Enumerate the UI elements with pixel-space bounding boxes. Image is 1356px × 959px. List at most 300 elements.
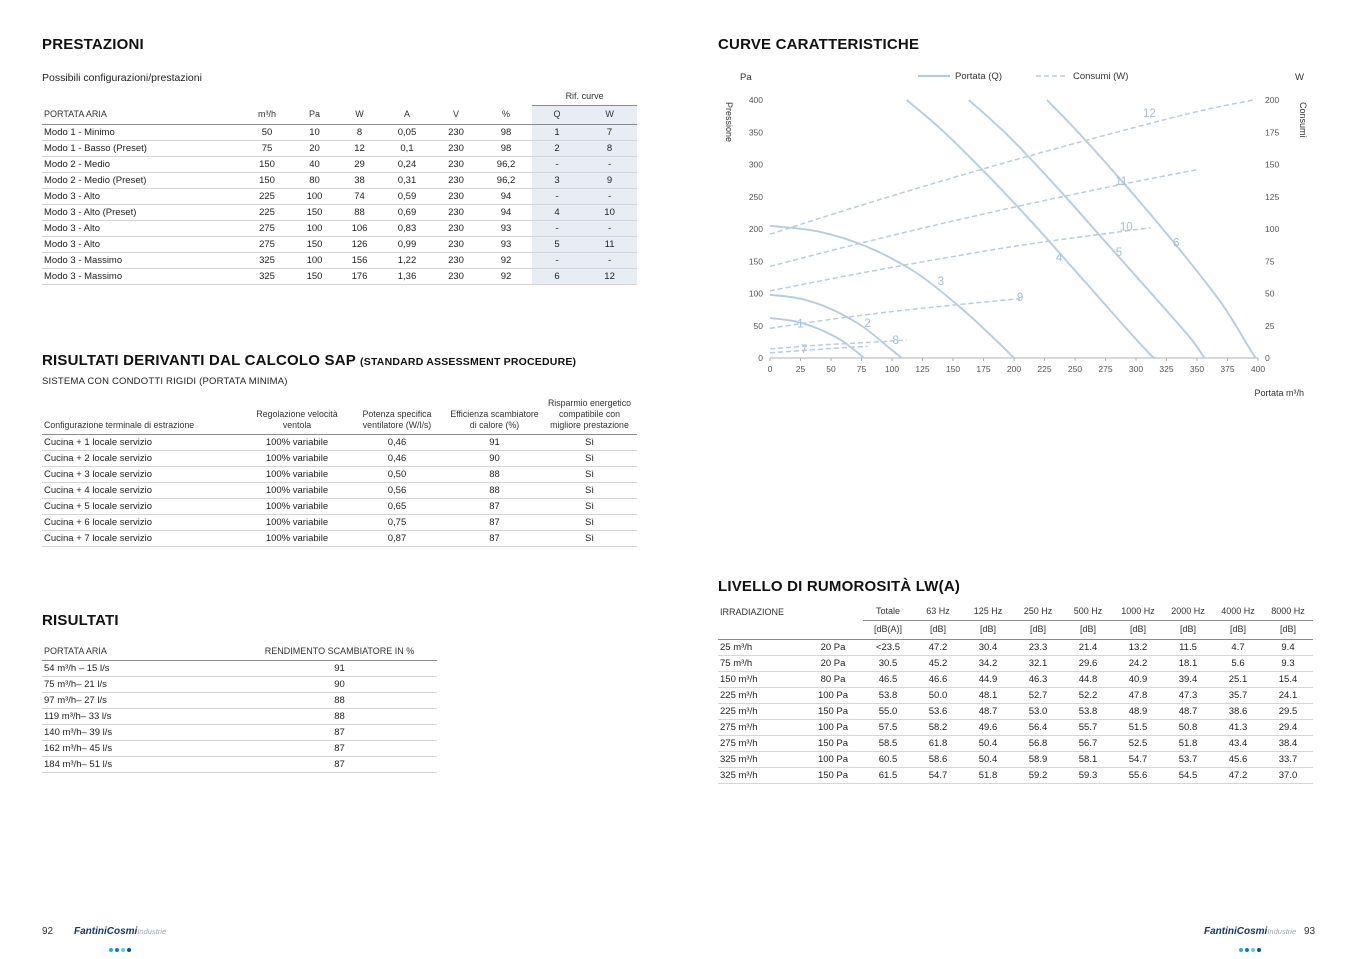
table-cell: 230	[432, 188, 480, 204]
table-row	[718, 639, 1313, 655]
table-cell: 53.7	[1163, 751, 1213, 767]
table-cell: Cucina + 1 locale servizio	[42, 434, 247, 450]
table-cell: 32.1	[1013, 655, 1063, 671]
column-header: W	[337, 106, 382, 124]
table-cell: 87	[242, 757, 437, 773]
table-cell: 0,24	[382, 156, 432, 172]
page-number-left: 92	[42, 926, 54, 937]
curve-label-2: 2	[864, 318, 871, 331]
column-header: [dB]	[913, 621, 963, 639]
table-cell: 4.7	[1213, 639, 1263, 655]
table-cell: 100% variabile	[247, 498, 347, 514]
table-cell: -	[532, 188, 582, 204]
table-cell: 40	[292, 156, 337, 172]
x-tick-label: 200	[1006, 364, 1022, 374]
table-cell: -	[582, 252, 637, 268]
table-cell: 20 Pa	[803, 655, 863, 671]
logo-suffix: Industrie	[1267, 927, 1297, 936]
table-cell: 0,31	[382, 172, 432, 188]
logo-dot	[1257, 948, 1261, 952]
curve-title: CURVE CARATTERISTICHE	[718, 36, 920, 53]
table-cell: 150 Pa	[803, 767, 863, 783]
column-header: [dB]	[1063, 621, 1113, 639]
rif-curve-label: Rif. curve	[532, 88, 637, 106]
curve-label-8: 8	[892, 334, 899, 347]
table-cell: 225 m³/h	[718, 703, 803, 719]
table-cell: 0,69	[382, 204, 432, 220]
table-cell: 58.6	[913, 751, 963, 767]
table-cell: Cucina + 4 locale servizio	[42, 482, 247, 498]
logo-name: FantiniCosmi	[74, 926, 138, 937]
y-right-unit: W	[1295, 72, 1304, 83]
table-cell: 11	[582, 236, 637, 252]
table-row	[42, 482, 637, 498]
y-left-tick-label: 400	[748, 95, 763, 105]
risultati-title: RISULTATI	[42, 612, 119, 629]
y-left-axis-label: Pressione	[724, 102, 734, 143]
y-right-tick-label: 50	[1265, 288, 1275, 299]
table-cell: 230	[432, 172, 480, 188]
x-tick-label: 50	[826, 364, 836, 374]
column-header	[803, 621, 863, 639]
table-cell: 0,75	[347, 514, 447, 530]
table-cell: 53.0	[1013, 703, 1063, 719]
table-cell: 100% variabile	[247, 530, 347, 546]
table-cell: 34.2	[963, 655, 1013, 671]
table-row	[42, 188, 637, 204]
table-cell: 100	[292, 188, 337, 204]
table-cell: Cucina + 2 locale servizio	[42, 450, 247, 466]
table-cell: 9	[582, 172, 637, 188]
table-cell: 325	[242, 268, 292, 284]
table-row	[42, 434, 637, 450]
column-header: [dB]	[1213, 621, 1263, 639]
table-body	[718, 639, 1313, 783]
table-row	[42, 498, 637, 514]
table-header-row	[42, 643, 437, 661]
table-cell: 18.1	[1163, 655, 1213, 671]
table-cell: 51.8	[1163, 735, 1213, 751]
table-cell: 275	[242, 220, 292, 236]
table-cell: 24.1	[1263, 687, 1313, 703]
x-tick-label: 275	[1098, 364, 1113, 374]
column-header: [dB]	[963, 621, 1013, 639]
table-cell: 57.5	[863, 719, 913, 735]
table-header-row	[718, 603, 1313, 621]
table-cell: 47.2	[1213, 767, 1263, 783]
table-cell: 176	[337, 268, 382, 284]
table-cell: 55.7	[1063, 719, 1113, 735]
table-cell: 150	[242, 172, 292, 188]
table-cell: -	[532, 156, 582, 172]
table-cell: 162 m³/h– 45 l/s	[42, 741, 242, 757]
table-cell: 46.3	[1013, 671, 1063, 687]
table-row	[42, 514, 637, 530]
table-cell: 5.6	[1213, 655, 1263, 671]
table-row	[718, 703, 1313, 719]
curve-label-7: 7	[800, 343, 808, 356]
table-cell: 25.1	[1213, 671, 1263, 687]
sap-table	[42, 395, 637, 547]
y-right-axis-label: Consumi	[1298, 102, 1308, 138]
curve-chart-container	[718, 62, 1313, 414]
x-tick-label: 75	[856, 364, 867, 374]
table-cell: 92	[480, 252, 532, 268]
rif-curve-row	[42, 88, 637, 106]
table-cell: 0,59	[382, 188, 432, 204]
logo-dots	[1204, 940, 1296, 956]
x-tick-label: 25	[795, 364, 806, 374]
table-cell: 88	[447, 482, 542, 498]
table-row	[42, 172, 637, 188]
table-cell: 52.2	[1063, 687, 1113, 703]
table-cell: Modo 3 - Alto (Preset)	[42, 204, 242, 220]
table-cell: 53.8	[1063, 703, 1113, 719]
table-cell: Cucina + 3 locale servizio	[42, 466, 247, 482]
table-cell: 30.5	[863, 655, 913, 671]
table-cell: 275 m³/h	[718, 719, 803, 735]
table-cell: 275 m³/h	[718, 735, 803, 751]
table-cell: 150 m³/h	[718, 671, 803, 687]
curve-label-4: 4	[1055, 252, 1063, 265]
x-tick-label: 325	[1159, 364, 1174, 374]
table-row	[42, 693, 437, 709]
x-tick-label: 375	[1220, 364, 1235, 374]
table-cell: 56.7	[1063, 735, 1113, 751]
x-tick-label: 300	[1128, 364, 1144, 374]
table-cell: 325 m³/h	[718, 767, 803, 783]
table-cell: 9.4	[1263, 639, 1313, 655]
table-cell: 54.5	[1163, 767, 1213, 783]
table-row	[718, 719, 1313, 735]
table-cell: -	[532, 220, 582, 236]
table-cell: 46.6	[913, 671, 963, 687]
table-cell: 47.8	[1113, 687, 1163, 703]
y-right-tick-label: 25	[1265, 320, 1275, 331]
table-cell: 126	[337, 236, 382, 252]
table-cell: Modo 3 - Massimo	[42, 252, 242, 268]
column-header	[803, 603, 863, 621]
table-cell: 93	[480, 220, 532, 236]
curve-label-11: 11	[1115, 176, 1128, 189]
table-cell: 38.4	[1263, 735, 1313, 751]
logo-dot	[1245, 948, 1249, 952]
table-cell: 96,2	[480, 156, 532, 172]
table-cell: 58.1	[1063, 751, 1113, 767]
table-cell: 30.4	[963, 639, 1013, 655]
table-cell: 58.9	[1013, 751, 1063, 767]
x-tick-label: 225	[1037, 364, 1052, 374]
curve-label-9: 9	[1016, 292, 1024, 305]
prestazioni-subtitle: Possibili configurazioni/prestazioni	[42, 72, 202, 84]
y-right-tick-label: 100	[1265, 224, 1280, 234]
table-cell: 29	[337, 156, 382, 172]
y-left-unit: Pa	[740, 72, 752, 83]
table-cell: -	[582, 220, 637, 236]
table-row	[42, 140, 637, 156]
table-cell: 98	[480, 124, 532, 140]
table-cell: 38.6	[1213, 703, 1263, 719]
legend-portata-label: Portata (Q)	[955, 71, 1002, 82]
table-row	[42, 252, 637, 268]
table-row	[42, 741, 437, 757]
column-header: Efficienza scambiatore di calore (%)	[447, 395, 542, 434]
table-row	[42, 661, 437, 677]
table-cell: 90	[242, 677, 437, 693]
table-cell: 75	[242, 140, 292, 156]
table-cell: 100 Pa	[803, 687, 863, 703]
column-header: [dB]	[1113, 621, 1163, 639]
table-cell: Sì	[542, 498, 637, 514]
column-header: [dB]	[1163, 621, 1213, 639]
column-header: W	[582, 106, 637, 124]
table-cell: 29.6	[1063, 655, 1113, 671]
y-right-tick-label: 175	[1265, 127, 1280, 138]
column-header: Q	[532, 106, 582, 124]
table-cell: 0,46	[347, 434, 447, 450]
table-cell: Modo 1 - Basso (Preset)	[42, 140, 242, 156]
table-cell: 96,2	[480, 172, 532, 188]
table-cell: -	[532, 252, 582, 268]
table-cell: 41.3	[1213, 719, 1263, 735]
table-cell: 1	[532, 124, 582, 140]
table-row	[42, 757, 437, 773]
table-cell: 24.2	[1113, 655, 1163, 671]
table-cell: 100 Pa	[803, 751, 863, 767]
table-cell: Sì	[542, 482, 637, 498]
table-cell: 8	[582, 140, 637, 156]
column-header: Pa	[292, 106, 337, 124]
y-left-tick-label: 50	[753, 320, 763, 331]
table-cell: 58.5	[863, 735, 913, 751]
table-cell: 94	[480, 204, 532, 220]
table-cell: Modo 3 - Alto	[42, 220, 242, 236]
brand-logo-right	[1204, 922, 1296, 956]
logo-suffix: Industrie	[137, 927, 167, 936]
column-header: 2000 Hz	[1163, 603, 1213, 621]
table-cell: 106	[337, 220, 382, 236]
column-header: Regolazione velocità ventola	[247, 395, 347, 434]
column-header: [dB(A)]	[863, 621, 913, 639]
logo-dot	[127, 948, 131, 952]
table-cell: 0,50	[347, 466, 447, 482]
table-cell: 80 Pa	[803, 671, 863, 687]
y-left-tick-label: 350	[748, 127, 763, 138]
table-cell: 54.7	[1113, 751, 1163, 767]
table-cell: 230	[432, 220, 480, 236]
table-cell: 50.4	[963, 735, 1013, 751]
table-cell: 150	[242, 156, 292, 172]
table-cell: 52.7	[1013, 687, 1063, 703]
table-row	[42, 725, 437, 741]
table-row	[42, 220, 637, 236]
table-cell: 94	[480, 188, 532, 204]
table-cell: Sì	[542, 450, 637, 466]
table-cell: 10	[292, 124, 337, 140]
table-cell: 0,65	[347, 498, 447, 514]
table-unit-row	[718, 621, 1313, 639]
table-cell: 100 Pa	[803, 719, 863, 735]
table-cell: 275	[242, 236, 292, 252]
column-header: Configurazione terminale di estrazione	[42, 395, 247, 434]
table-cell: Sì	[542, 434, 637, 450]
spacer-cell	[42, 88, 532, 106]
table-body	[42, 661, 437, 773]
y-right-tick-label: 0	[1265, 353, 1270, 363]
table-row	[718, 767, 1313, 783]
table-cell: 52.5	[1113, 735, 1163, 751]
y-left-tick-label: 0	[758, 353, 763, 363]
table-row	[42, 156, 637, 172]
table-cell: <23.5	[863, 639, 913, 655]
table-cell: 230	[432, 140, 480, 156]
logo-text	[74, 921, 166, 938]
table-cell: 0,05	[382, 124, 432, 140]
table-cell: 184 m³/h– 51 l/s	[42, 757, 242, 773]
table-cell: 50.0	[913, 687, 963, 703]
table-cell: 230	[432, 124, 480, 140]
table-cell: 156	[337, 252, 382, 268]
table-cell: 35.7	[1213, 687, 1263, 703]
table-cell: 47.3	[1163, 687, 1213, 703]
table-row	[42, 268, 637, 284]
curve-4	[907, 100, 1156, 358]
table-cell: 61.5	[863, 767, 913, 783]
table-cell: 48.7	[963, 703, 1013, 719]
table-cell: 225	[242, 188, 292, 204]
column-header: PORTATA ARIA	[42, 106, 242, 124]
table-row	[718, 751, 1313, 767]
column-header: %	[480, 106, 532, 124]
table-cell: 0,99	[382, 236, 432, 252]
table-cell: 87	[242, 725, 437, 741]
table-cell: 0,56	[347, 482, 447, 498]
column-header: IRRADIAZIONE	[720, 606, 785, 617]
column-header: 125 Hz	[963, 603, 1013, 621]
table-cell: 29.5	[1263, 703, 1313, 719]
table-cell: -	[582, 188, 637, 204]
logo-dot	[121, 948, 125, 952]
y-left-tick-label: 150	[748, 256, 763, 267]
table-cell: 37.0	[1263, 767, 1313, 783]
table-cell: 90	[447, 450, 542, 466]
table-row	[718, 671, 1313, 687]
table-cell: 87	[447, 498, 542, 514]
table-cell: 40.9	[1113, 671, 1163, 687]
table-cell: 80	[292, 172, 337, 188]
table-cell: 29.4	[1263, 719, 1313, 735]
table-cell: 60.5	[863, 751, 913, 767]
table-cell: 53.6	[913, 703, 963, 719]
table-cell: 150	[292, 268, 337, 284]
curve-label-5: 5	[1115, 247, 1123, 260]
table-cell: Modo 3 - Alto	[42, 188, 242, 204]
legend-consumi-label: Consumi (W)	[1073, 71, 1129, 82]
table-cell: 20	[292, 140, 337, 156]
y-right-tick-label: 125	[1265, 191, 1280, 202]
curve-chart	[718, 62, 1313, 414]
table-header-row	[42, 106, 637, 124]
table-cell: Modo 3 - Alto	[42, 236, 242, 252]
curve-label-1: 1	[797, 318, 804, 331]
table-cell: 51.8	[963, 767, 1013, 783]
table-cell: 100% variabile	[247, 450, 347, 466]
table-cell: 11.5	[1163, 639, 1213, 655]
table-cell: 55.6	[1113, 767, 1163, 783]
table-cell: 56.4	[1013, 719, 1063, 735]
logo-dots	[74, 940, 166, 956]
table-row	[42, 466, 637, 482]
table-cell: 10	[582, 204, 637, 220]
table-cell: 88	[447, 466, 542, 482]
table-cell: 48.7	[1163, 703, 1213, 719]
column-header: 4000 Hz	[1213, 603, 1263, 621]
column-header: PORTATA ARIA	[42, 643, 242, 661]
table-cell: 325 m³/h	[718, 751, 803, 767]
table-cell: 87	[242, 741, 437, 757]
y-right-tick-label: 150	[1265, 159, 1280, 170]
risultati-table	[42, 643, 437, 773]
table-cell: 225 m³/h	[718, 687, 803, 703]
table-cell: Cucina + 6 locale servizio	[42, 514, 247, 530]
x-tick-label: 0	[767, 364, 773, 374]
table-cell: 20 Pa	[803, 639, 863, 655]
column-header: A	[382, 106, 432, 124]
risultati-section	[42, 612, 437, 773]
table-row	[42, 530, 637, 546]
table-cell: 15.4	[1263, 671, 1313, 687]
table-cell: 13.2	[1113, 639, 1163, 655]
column-header: [dB]	[1263, 621, 1313, 639]
y-left-tick-label: 300	[748, 159, 763, 170]
table-cell: 150	[292, 236, 337, 252]
table-cell: 46.5	[863, 671, 913, 687]
table-cell: 230	[432, 236, 480, 252]
table-row	[42, 709, 437, 725]
table-cell: 140 m³/h– 39 l/s	[42, 725, 242, 741]
table-cell: 100	[292, 252, 337, 268]
prestazioni-section	[42, 36, 637, 285]
table-cell: 98	[480, 140, 532, 156]
table-cell: 119 m³/h– 33 l/s	[42, 709, 242, 725]
y-left-tick-label: 250	[748, 191, 763, 202]
logo-dot	[1239, 948, 1243, 952]
curve-10	[770, 228, 1151, 291]
table-cell: Cucina + 5 locale servizio	[42, 498, 247, 514]
table-cell: 100% variabile	[247, 434, 347, 450]
table-cell: 50	[242, 124, 292, 140]
table-cell: 61.8	[913, 735, 963, 751]
sap-title	[42, 352, 637, 369]
table-cell: 39.4	[1163, 671, 1213, 687]
curve-1	[770, 318, 864, 358]
table-cell: 75 m³/h– 21 l/s	[42, 677, 242, 693]
column-header: 500 Hz	[1063, 603, 1113, 621]
curve-6	[1047, 100, 1256, 358]
column-header: 250 Hz	[1013, 603, 1063, 621]
rumore-section	[718, 578, 1313, 784]
table-cell: 33.7	[1263, 751, 1313, 767]
curve-label-6: 6	[1173, 237, 1180, 250]
table-cell: 7	[582, 124, 637, 140]
table-cell: 5	[532, 236, 582, 252]
table-cell: 44.9	[963, 671, 1013, 687]
column-header: m³/h	[242, 106, 292, 124]
table-cell: 59.2	[1013, 767, 1063, 783]
table-cell: 54 m³/h – 15 l/s	[42, 661, 242, 677]
table-cell: 1,22	[382, 252, 432, 268]
table-cell: 97 m³/h– 27 l/s	[42, 693, 242, 709]
